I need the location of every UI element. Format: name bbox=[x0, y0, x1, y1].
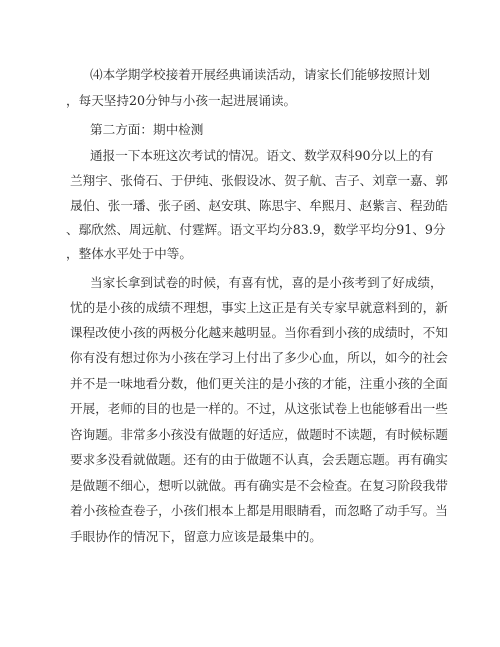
paragraph-4-line-11: 手眼协作的情况下，留意力应该是最集中的。 bbox=[70, 529, 322, 544]
paragraph-3-line-1: 通报一下本班这次考试的情况。语文、数学双科90分以上的有 bbox=[90, 148, 434, 163]
paragraph-4-line-9: 是做题不细心，想听以就做。再有确实是不会检查。在复习阶段我带 bbox=[70, 478, 448, 493]
paragraph-1-line-2: ，每天坚持20分钟与小孩一起进展诵读。 bbox=[66, 93, 297, 108]
section-heading-midterm: 第二方面：期中检测 bbox=[90, 122, 204, 137]
paragraph-3-line-3: 晟伯、张一璠、张子函、赵安琪、陈思宇、牟熙月、赵紫言、程劲皓 bbox=[70, 198, 448, 213]
paragraph-4-line-3: 课程改使小孩的两极分化越来越明显。当你看到小孩的成绩时，不知 bbox=[70, 325, 448, 340]
paragraph-4-line-5: 并不是一味地看分数，他们更关注的是小孩的才能，注重小孩的全面 bbox=[70, 376, 448, 391]
paragraph-4-line-6: 开展，老师的目的也是一样的。不过，从这张试卷上也能够看出一些 bbox=[70, 401, 448, 416]
paragraph-4-line-4: 你有没有想过你为小孩在学习上付出了多少心血，所以，如今的社会 bbox=[70, 350, 448, 365]
paragraph-1-line-1: ⑷本学期学校接着开展经典诵读活动，请家长们能够按照计划 bbox=[90, 67, 431, 82]
paragraph-3-line-2: 兰翔宇、张倚石、于伊纯、张假设冰、贺子航、吉子、刘章一嘉、郭 bbox=[70, 173, 448, 188]
paragraph-4-line-7: 咨询题。非常多小孩没有做题的好适应，做题时不读题，有时候标题 bbox=[70, 427, 448, 442]
paragraph-3-line-4: 、鄢欣然、周远航、付霆辉。语文平均分83.9，数学平均分91、9分 bbox=[66, 222, 446, 237]
paragraph-3-line-5: ，整体水平处于中等。 bbox=[66, 246, 192, 261]
paragraph-4-line-1: 当家长拿到试卷的时候，有喜有忧，喜的是小孩考到了好成绩， bbox=[90, 275, 443, 290]
paragraph-4-line-8: 要求多没看就做题。还有的由于做题不认真，会丢题忘题。再有确实 bbox=[70, 452, 448, 467]
paragraph-4-line-2: 忧的是小孩的成绩不理想，事实上这正是有关专家早就意料到的，新 bbox=[70, 300, 448, 315]
paragraph-4-line-10: 着小孩检查卷子，小孩们根本上都是用眼睛看，而忽略了动手写。当 bbox=[70, 503, 448, 518]
